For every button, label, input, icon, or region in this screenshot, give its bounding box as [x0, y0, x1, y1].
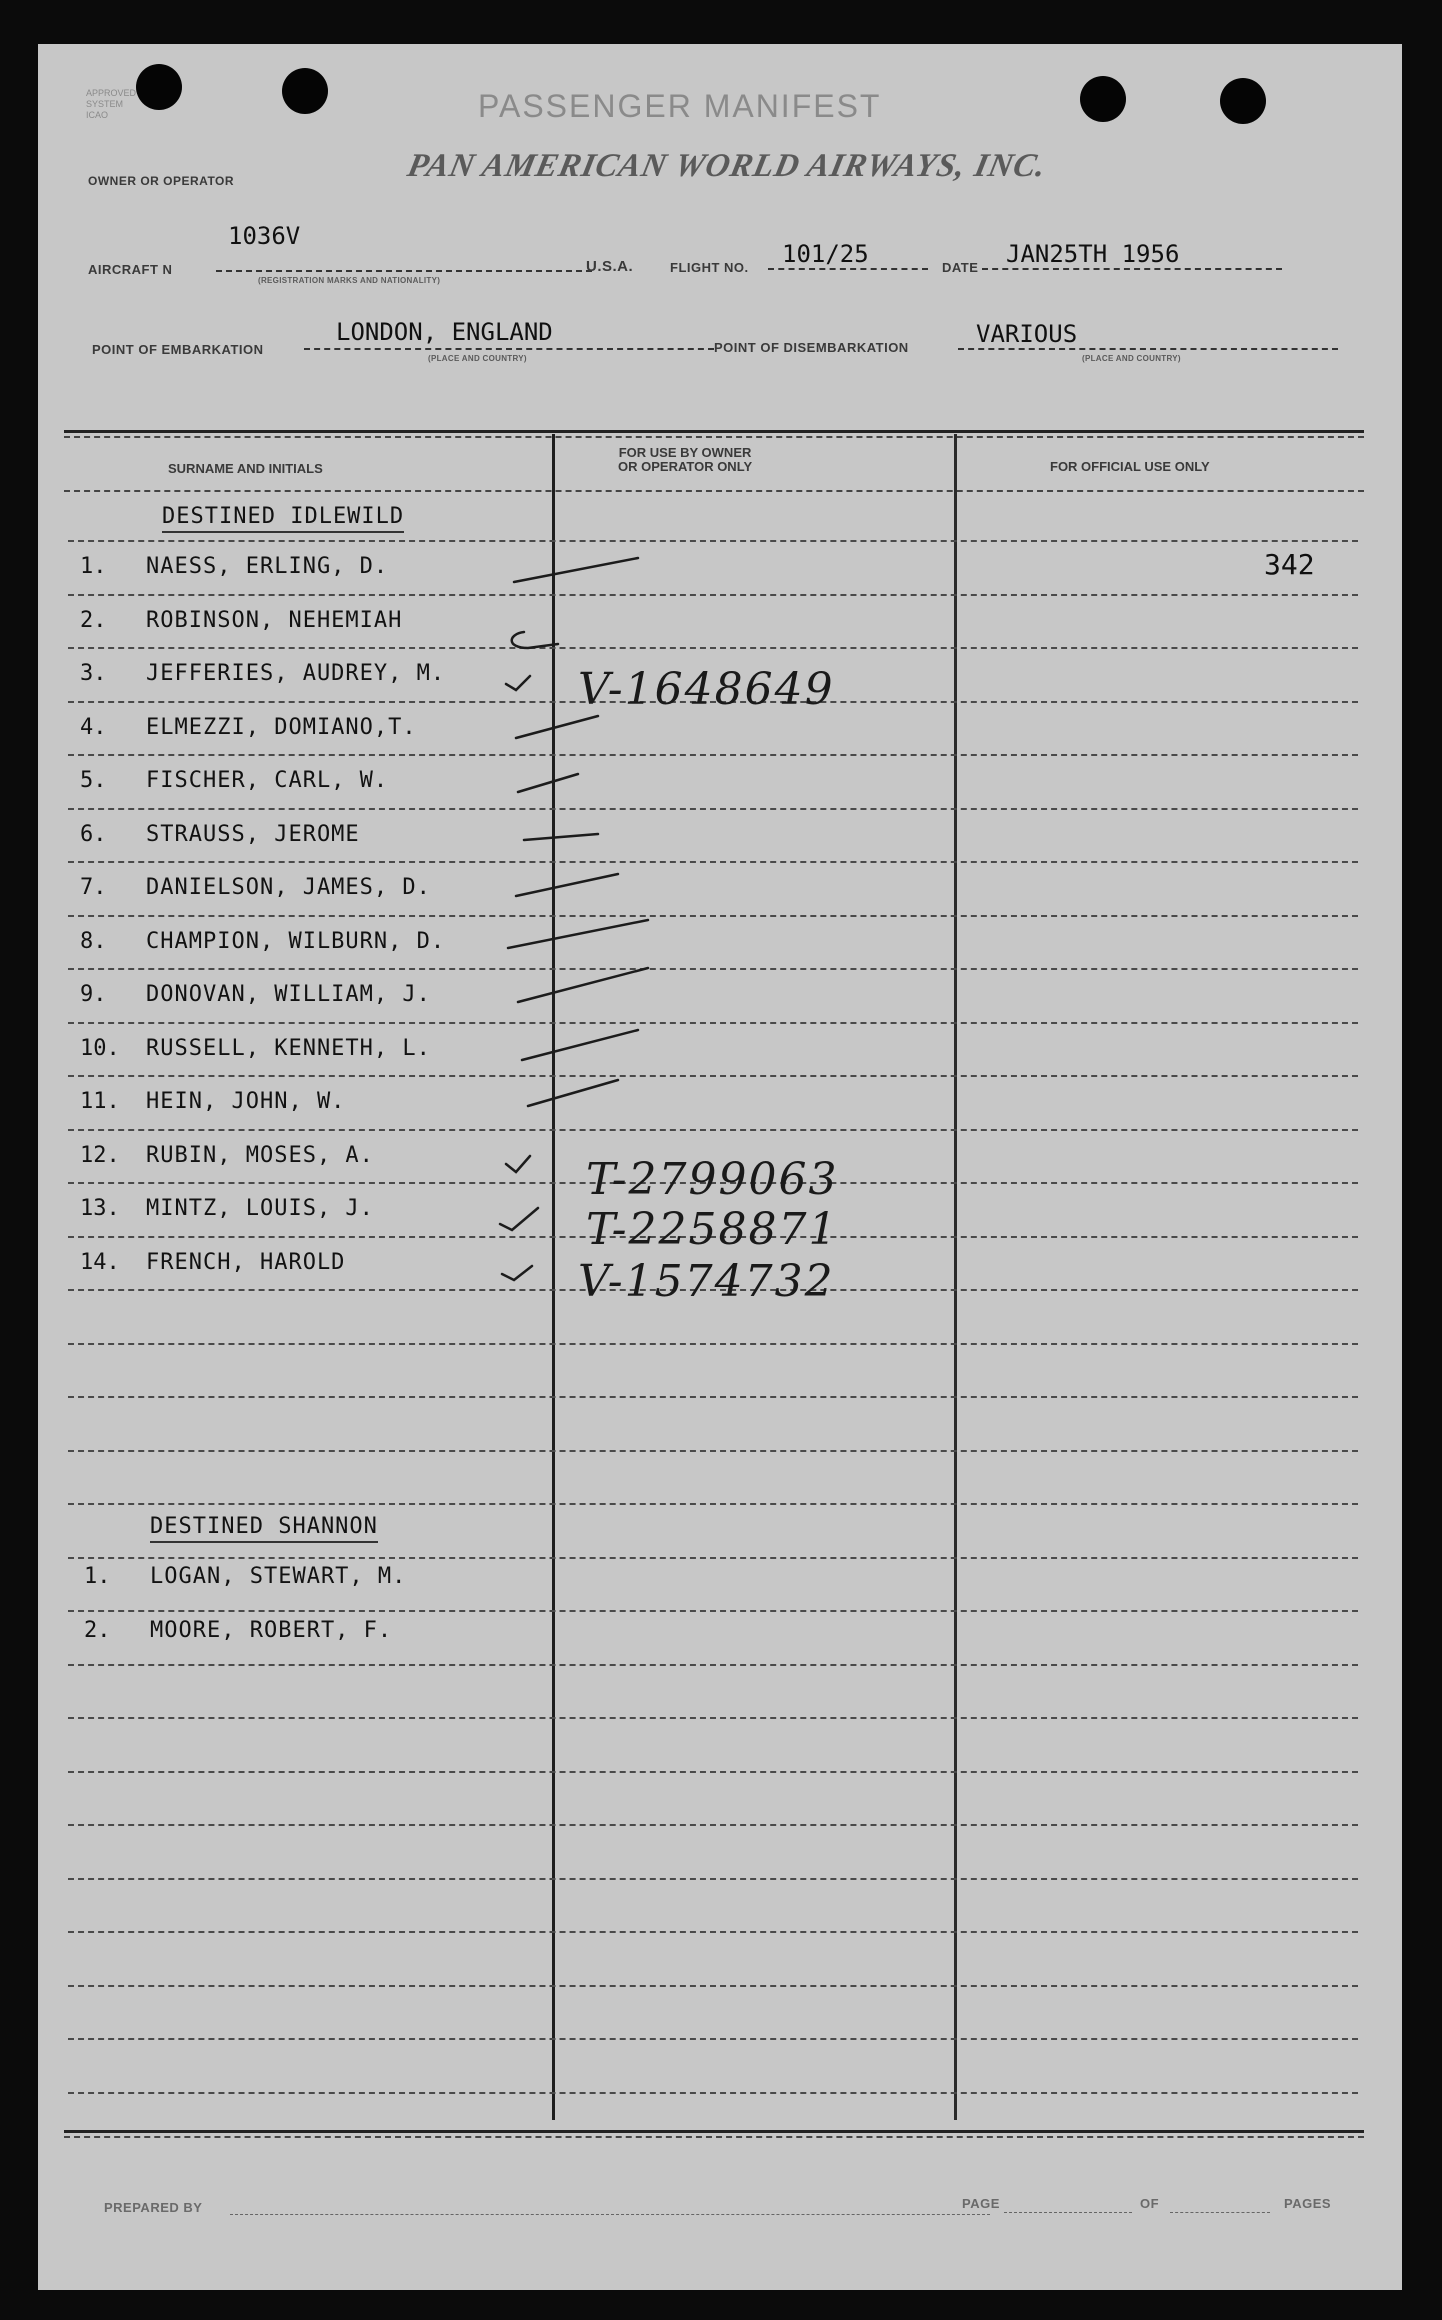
embarkation-label: POINT OF EMBARKATION — [92, 342, 264, 357]
passenger-number: 4. — [80, 714, 107, 740]
passenger-number: 5. — [80, 768, 107, 793]
aircraft-label: AIRCRAFT N — [88, 262, 173, 277]
check-mark — [524, 834, 598, 840]
check-mark — [528, 1080, 618, 1106]
approval-line: SYSTEM — [86, 99, 124, 109]
passenger-name: ELMEZZI, DOMIANO,T. — [146, 714, 417, 740]
table-bottom-rule — [64, 2130, 1364, 2133]
prepared-by-label: PREPARED BY — [104, 2200, 203, 2215]
place-caption-right: (PLACE AND COUNTRY) — [1082, 354, 1181, 363]
manifest-sheet — [38, 44, 1402, 2290]
official-note: 342 — [1264, 548, 1315, 581]
check-mark — [502, 1266, 532, 1280]
date-value: JAN25TH 1956 — [1006, 240, 1180, 268]
handwritten-id: V-1648649 — [578, 664, 835, 715]
of-label: OF — [1140, 2196, 1160, 2211]
disembarkation-label: POINT OF DISEMBARKATION — [714, 340, 909, 355]
check-mark — [500, 1208, 538, 1230]
check-mark — [514, 558, 638, 582]
table-bottom-rule — [64, 2136, 1364, 2138]
flight-label: FLIGHT NO. — [670, 260, 749, 275]
check-mark — [516, 874, 618, 896]
passenger-name: STRAUSS, JEROME — [146, 821, 360, 847]
check-mark — [508, 920, 648, 948]
check-mark — [518, 968, 648, 1002]
aircraft-value: 1036V — [228, 222, 301, 250]
passenger-number: 9. — [80, 982, 107, 1007]
place-caption-left: (PLACE AND COUNTRY) — [428, 354, 527, 363]
check-mark — [518, 774, 578, 792]
group-heading: DESTINED IDLEWILD — [162, 504, 404, 533]
owner-label: OWNER OR OPERATOR — [88, 174, 235, 188]
passenger-number: 14. — [80, 1249, 120, 1275]
approval-line: APPROVED — [86, 88, 137, 98]
passenger-name: MOORE, ROBERT, F. — [150, 1617, 393, 1643]
footer-underline — [230, 2214, 990, 2215]
passenger-number: 10. — [80, 1035, 120, 1061]
check-mark — [506, 1156, 530, 1172]
flight-value: 101/25 — [782, 240, 869, 268]
form-title: PASSENGER MANIFEST — [478, 88, 882, 124]
passenger-name: FISCHER, CARL, W. — [146, 768, 389, 793]
group-heading: DESTINED SHANNON — [150, 1514, 378, 1543]
check-mark — [512, 632, 558, 648]
passenger-name: LOGAN, STEWART, M. — [150, 1564, 407, 1589]
passenger-number: 1. — [84, 1564, 111, 1589]
passenger-name: FRENCH, HAROLD — [146, 1249, 346, 1275]
embarkation-value: LONDON, ENGLAND — [336, 318, 553, 346]
passenger-name: NAESS, ERLING, D. — [146, 554, 389, 579]
page-label: PAGE — [962, 2196, 1000, 2211]
passenger-name: HEIN, JOHN, W. — [146, 1089, 346, 1114]
passenger-number: 6. — [80, 821, 107, 847]
passenger-name: JEFFERIES, AUDREY, M. — [146, 661, 446, 686]
passenger-number: 2. — [84, 1617, 111, 1643]
passenger-name: DANIELSON, JAMES, D. — [146, 875, 431, 900]
handwritten-id: T-2258871 — [586, 1204, 839, 1255]
passenger-name: ROBINSON, NEHEMIAH — [146, 607, 403, 633]
column-header-surname: SURNAME AND INITIALS — [168, 461, 323, 476]
column-header-official-use: FOR OFFICIAL USE ONLY — [1050, 459, 1210, 474]
passenger-number: 11. — [80, 1089, 120, 1114]
passenger-number: 12. — [80, 1142, 120, 1168]
handwritten-id: V-1574732 — [578, 1256, 835, 1307]
passenger-number: 3. — [80, 661, 107, 686]
passenger-number: 8. — [80, 928, 107, 954]
passenger-name: RUBIN, MOSES, A. — [146, 1142, 374, 1168]
date-label: DATE — [942, 260, 979, 275]
check-mark — [522, 1030, 638, 1060]
passenger-name: CHAMPION, WILBURN, D. — [146, 928, 446, 954]
footer-underline — [1170, 2212, 1270, 2213]
passenger-name: DONOVAN, WILLIAM, J. — [146, 982, 431, 1007]
handwritten-id: T-2799063 — [586, 1154, 839, 1205]
passenger-number: 13. — [80, 1196, 120, 1221]
check-mark — [516, 716, 598, 738]
pages-label: PAGES — [1284, 2196, 1332, 2211]
column-header-owner-line: FOR USE BY OWNER — [618, 445, 752, 460]
passenger-number: 2. — [80, 607, 107, 633]
column-header-owner-line: OR OPERATOR ONLY — [618, 459, 753, 474]
usa-label: U.S.A. — [586, 258, 634, 275]
approval-line: ICAO — [86, 110, 109, 120]
passenger-number: 1. — [80, 554, 107, 579]
disembarkation-value: VARIOUS — [976, 320, 1078, 348]
passenger-name: MINTZ, LOUIS, J. — [146, 1196, 374, 1221]
check-mark — [506, 676, 530, 690]
owner-value: PAN AMERICAN WORLD AIRWAYS, INC. — [404, 148, 1050, 184]
footer-underline — [1004, 2212, 1132, 2213]
registration-caption: (REGISTRATION MARKS AND NATIONALITY) — [258, 276, 441, 285]
passenger-name: RUSSELL, KENNETH, L. — [146, 1035, 431, 1061]
passenger-number: 7. — [80, 875, 107, 900]
